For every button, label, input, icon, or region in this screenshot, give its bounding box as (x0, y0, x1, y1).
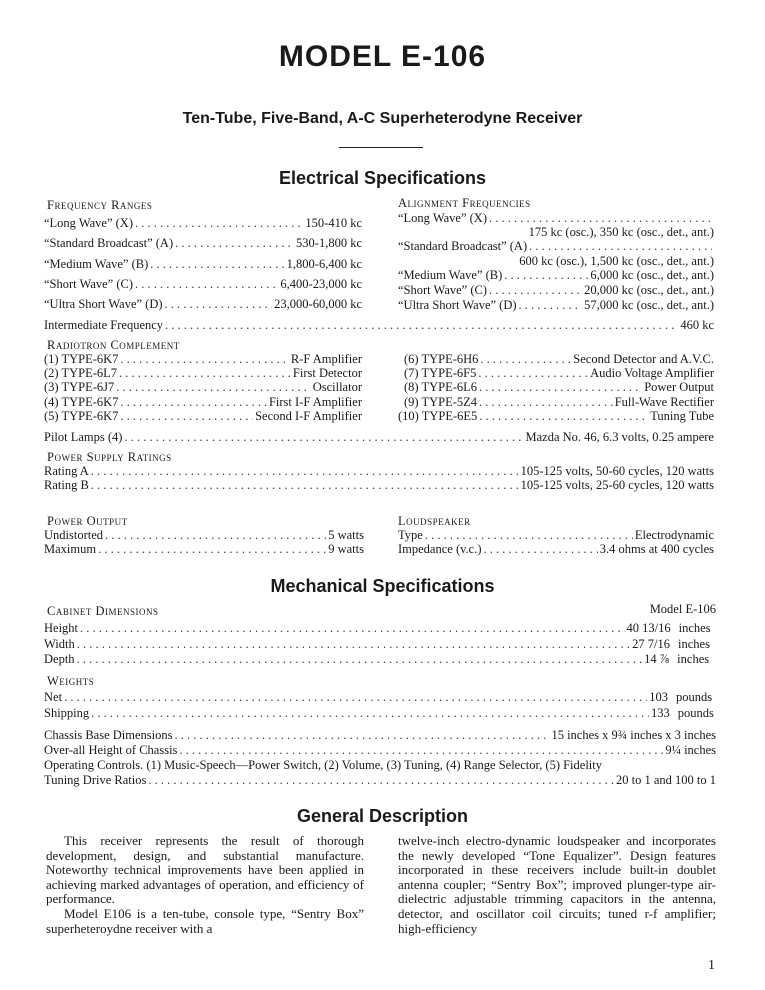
model-column-header: Model E-106 (649, 602, 716, 616)
description-left-column (46, 834, 364, 936)
page-subtitle: Ten-Tube, Five-Band, A-C Superheterodyne Receiver (182, 110, 583, 127)
chassis-base-row: Chassis Base Dimensions . . . 15 inches x 9¾ inches x 3 inches (44, 728, 716, 743)
tube-row: (1) TYPE-6K7 . . . R-F Amplifier (44, 352, 362, 367)
cabinet-dimension-row: Depth . . . 14 ⅞ inches (44, 652, 716, 667)
operating-controls: Operating Controls. (1) Music-Speech—Power Switch, (2) Volume, (3) Tuning, (4) Range Selector, (5) Fidelity (44, 758, 602, 772)
cabinet-dimension-row: Width . . . 27 7/16 inches (44, 637, 716, 652)
alignment-row: “Short Wave” (C) . . . 20,000 kc (osc., det., ant.) (398, 283, 714, 298)
weights-heading: Weights (47, 674, 95, 688)
page-number: 1 (708, 958, 715, 973)
alignment-row: “Standard Broadcast” (A) . . . (398, 239, 714, 254)
power-output-heading: Power Output (47, 514, 128, 528)
weight-row: Net . . . 103 pounds (44, 690, 716, 705)
power-supply-heading: Power Supply Ratings (47, 450, 172, 464)
power-output-row: Maximum . . . 9 watts (44, 542, 364, 557)
pilot-lamps-row: Pilot Lamps (4) . . . Mazda No. 46, 6.3 volts, 0.25 ampere (44, 430, 714, 445)
tube-row: (4) TYPE-6K7 . . . First I-F Amplifier (44, 395, 362, 410)
frequency-ranges-heading: Frequency Ranges (47, 198, 153, 212)
tube-row: (3) TYPE-6J7 . . . Oscillator (44, 380, 362, 395)
freq-range-row: “Standard Broadcast” (A) . . . 530-1,800 kc (44, 236, 362, 251)
alignment-value: 600 kc (osc.), 1,500 kc (osc., det., ant.) (519, 254, 714, 268)
alignment-row: “Long Wave” (X) . . . (398, 211, 714, 226)
freq-range-row: “Ultra Short Wave” (D) . . . 23,000-60,000 kc (44, 297, 362, 312)
tube-row: (2) TYPE-6L7 . . . First Detector (44, 366, 362, 381)
chassis-height-row: Over-all Height of Chassis . . . 9¼ inches (44, 743, 716, 758)
loudspeaker-row: Impedance (v.c.) . . . 3.4 ohms at 400 cycles (398, 542, 714, 557)
cabinet-dimension-row: Height . . . 40 13/16 inches (44, 621, 716, 636)
freq-range-row: “Short Wave” (C) . . . 6,400-23,000 kc (44, 277, 362, 292)
complement-heading: Radiotron Complement (47, 338, 180, 352)
loudspeaker-heading: Loudspeaker (398, 514, 471, 528)
tube-row: (10) TYPE-6E5 . . . Tuning Tube (398, 409, 714, 424)
tube-row: (9) TYPE-5Z4 . . . Full-Wave Rectifier (404, 395, 714, 410)
freq-range-row: “Medium Wave” (B) . . . 1,800-6,400 kc (44, 257, 362, 272)
tube-row: (7) TYPE-6F5 . . . Audio Voltage Amplifier (404, 366, 714, 381)
freq-range-row: “Long Wave” (X) . . . 150-410 kc (44, 216, 362, 231)
alignment-row: “Ultra Short Wave” (D) . . . 57,000 kc (osc., det., ant.) (398, 298, 714, 313)
description-right-column (398, 834, 716, 936)
page-title: MODEL E-106 (278, 40, 487, 73)
power-rating-row: Rating B . . . 105-125 volts, 25-60 cycles, 120 watts (44, 478, 714, 493)
loudspeaker-row: Type . . . Electrodynamic (398, 528, 714, 543)
title-divider (339, 147, 423, 148)
tuning-ratio-row: Tuning Drive Ratios . . . 20 to 1 and 100 to 1 (44, 773, 716, 788)
description-paragraph: Model E106 is a ten-tube, console type, “Sentry Box” superheteroydne receiver with a (46, 905, 364, 936)
mechanical-heading: Mechanical Specifications (270, 576, 495, 596)
description-paragraph: This receiver represents the result of thorough development, design, and substantial manufacture. Noteworthy technical improvements have been applied in achieving marked advantages of operation, and efficiency of performance. (46, 833, 364, 907)
description-paragraph: twelve-inch electro-dynamic loudspeaker and incorporates the newly developed “Tone Equalizer”. Design features incorporated in these receivers include built-in doublet antenna coupler; “Sentry Box”; improved plunger-type air-dielectric adjustable trimming capacitors in the antenna, detector, and oscillator coil circuits; tuned r-f amplifier; high-efficiency (398, 833, 716, 936)
weight-row: Shipping . . . 133 pounds (44, 706, 716, 721)
electrical-heading: Electrical Specifications (278, 168, 487, 188)
alignment-value: 175 kc (osc.), 350 kc (osc., det., ant.) (528, 225, 714, 239)
tube-row: (5) TYPE-6K7 . . . Second I-F Amplifier (44, 409, 362, 424)
power-output-row: Undistorted . . . 5 watts (44, 528, 364, 543)
tube-row: (6) TYPE-6H6 . . . Second Detector and A.V.C. (404, 352, 714, 367)
power-rating-row: Rating A . . . 105-125 volts, 50-60 cycles, 120 watts (44, 464, 714, 479)
intermediate-frequency-row: Intermediate Frequency . . . 460 kc (44, 318, 714, 333)
general-heading: General Description (296, 806, 469, 826)
alignment-row: “Medium Wave” (B) . . . 6,000 kc (osc., det., ant.) (398, 268, 714, 283)
alignment-heading: Alignment Frequencies (398, 196, 531, 210)
cabinet-heading: Cabinet Dimensions (47, 604, 159, 618)
tube-row: (8) TYPE-6L6 . . . Power Output (404, 380, 714, 395)
